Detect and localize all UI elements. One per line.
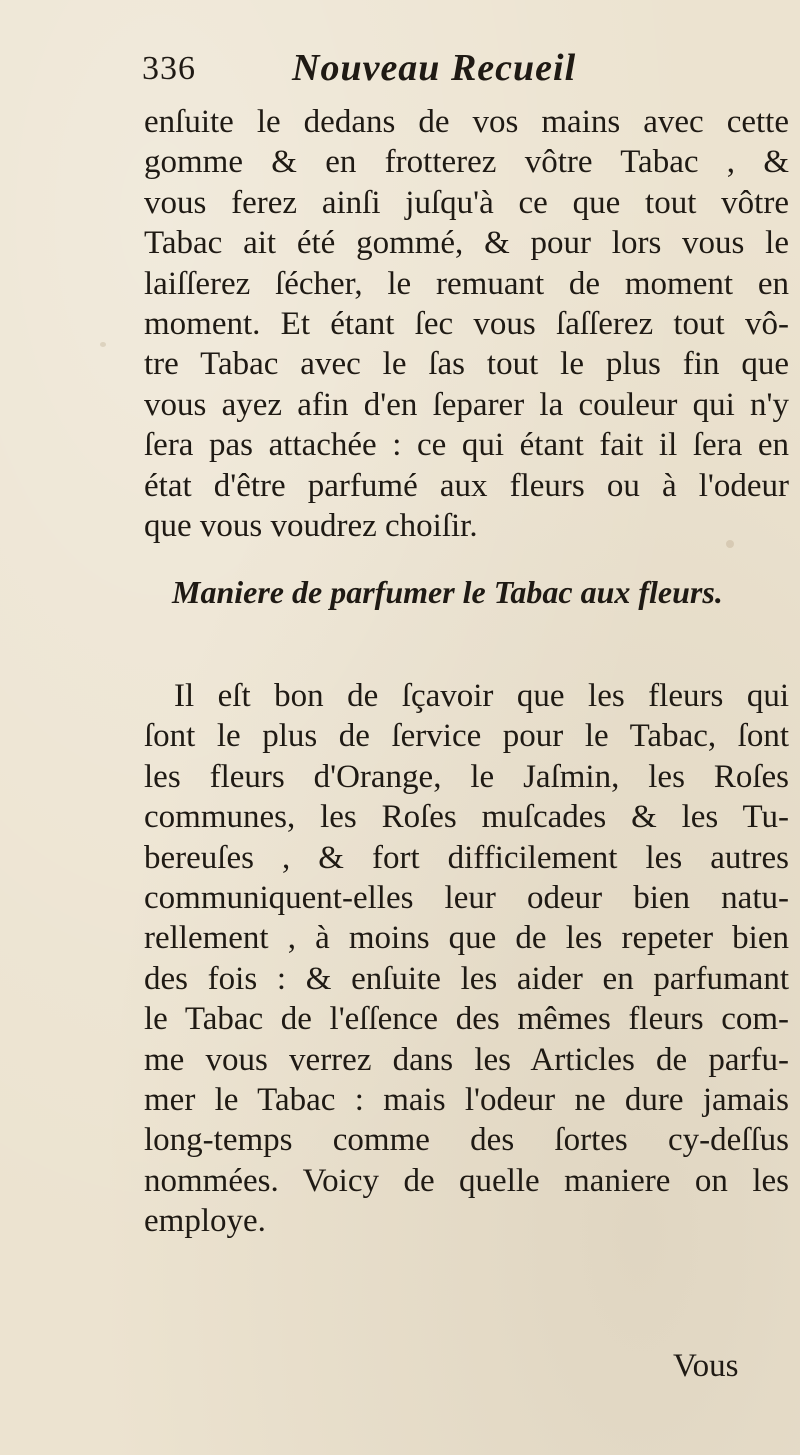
text-line: me vous verrez dans les Articles de parfu-	[144, 1041, 789, 1078]
text-line: Tabac ait été gommé, & pour lors vous le	[144, 225, 789, 262]
text-line: communiquent-elles leur odeur bien natu-	[144, 880, 789, 917]
running-title: Nouveau Recueil	[292, 47, 577, 89]
text-line: gomme & en frotterez vôtre Tabac , &	[144, 144, 789, 181]
page-header	[142, 46, 662, 94]
catchword: Vous	[673, 1348, 739, 1384]
paragraph-1	[144, 102, 789, 546]
text-line: employe.	[144, 1203, 266, 1240]
paragraph-2	[144, 676, 789, 1242]
text-line: bereuſes , & fort difficilement les autres	[144, 839, 789, 876]
text-line: enſuite le dedans de vos mains avec cette	[144, 104, 789, 140]
text-line: le Tabac de l'eſſence des mêmes fleurs com-	[144, 1001, 789, 1038]
text-line: rellement , à moins que de les repeter bien	[144, 920, 789, 957]
text-line: vous ferez ainſi juſqu'à ce que tout vôtre	[144, 184, 789, 221]
section-heading: Maniere de parfumer le Tabac aux fleurs.	[172, 574, 723, 610]
text-line: des fois : & enſuite les aider en parfumant	[144, 960, 789, 997]
text-line: long-temps comme des ſortes cy-deſſus	[144, 1122, 789, 1159]
text-line: mer le Tabac : mais l'odeur ne dure jamais	[144, 1082, 789, 1119]
text-line: les fleurs d'Orange, le Jaſmin, les Roſes	[144, 758, 789, 795]
paper-stain	[100, 342, 106, 347]
text-line: ſera pas attachée : ce qui étant fait il ſera en	[144, 427, 789, 464]
text-line: état d'être parfumé aux fleurs ou à l'odeur	[144, 467, 789, 504]
text-line: Il eſt bon de ſçavoir que les fleurs qui	[174, 678, 789, 714]
text-line: tre Tabac avec le ſas tout le plus fin que	[144, 346, 789, 383]
text-line: que vous voudrez choiſir.	[144, 508, 478, 545]
text-line: ſont le plus de ſervice pour le Tabac, ſont	[144, 718, 789, 755]
text-line: laiſſerez ſécher, le remuant de moment en	[144, 265, 789, 302]
text-line: vous ayez afin d'en ſeparer la couleur qui n'y	[144, 386, 789, 423]
text-line: moment. Et étant ſec vous ſaſſerez tout vô-	[144, 306, 789, 343]
text-line: communes, les Roſes muſcades & les Tu-	[144, 799, 789, 836]
text-line: nommées. Voicy de quelle maniere on les	[144, 1162, 789, 1199]
page-number: 336	[142, 50, 196, 87]
